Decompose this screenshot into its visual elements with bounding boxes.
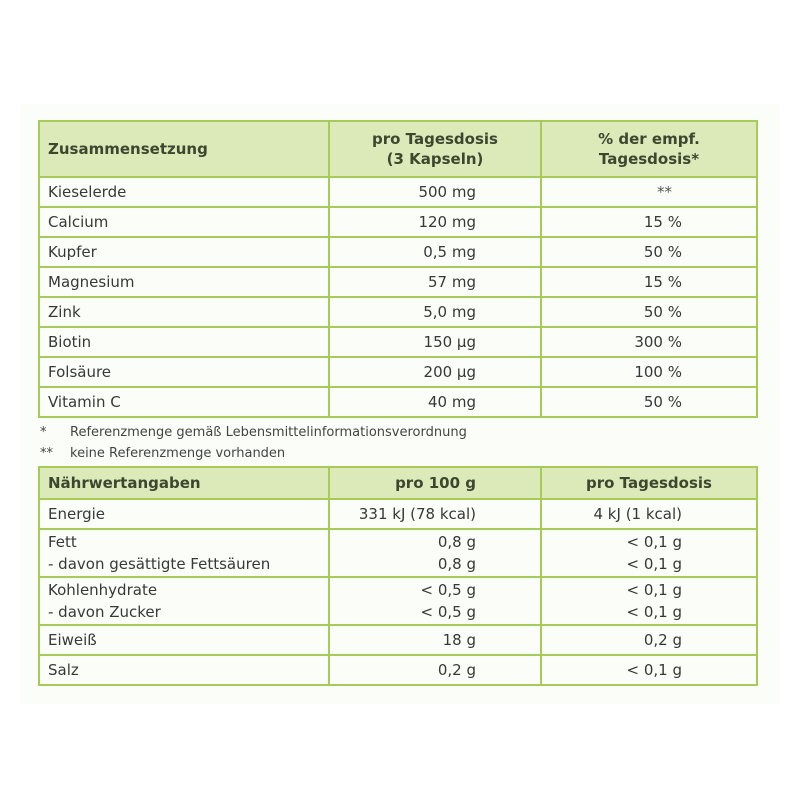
ingredient-name: Folsäure: [39, 357, 329, 387]
table-row: [39, 327, 757, 357]
nutrient-subname: - davon gesättigte Fettsäuren: [48, 555, 271, 573]
nutrient-per-100g-sub: < 0,5 g: [420, 603, 476, 621]
ingredient-name: Vitamin C: [39, 387, 329, 417]
nutrient-per-100g-group: [329, 529, 541, 577]
nutrient-per-dose: 0,2 g: [541, 625, 757, 655]
nutrient-name: Fett: [48, 533, 77, 551]
footnote: [40, 443, 467, 464]
ingredient-amount: 57 mg: [329, 267, 541, 297]
ingredient-amount: 150 µg: [329, 327, 541, 357]
ingredient-amount: 200 µg: [329, 357, 541, 387]
nutrient-per-100g: 18 g: [329, 625, 541, 655]
nutrient-name: Kohlenhydrate: [48, 581, 158, 599]
header-per-daily-dose: pro Tagesdosis: [541, 467, 757, 499]
nutrient-per-dose: 4 kJ (1 kcal): [541, 499, 757, 529]
nutrient-per-100g: < 0,5 g: [420, 581, 476, 599]
table-row: [39, 529, 757, 577]
header-daily-dose: [329, 121, 541, 177]
nutrient-subname: - davon Zucker: [48, 603, 161, 621]
footnotes: [40, 422, 467, 464]
ingredient-percent: 15 %: [541, 207, 757, 237]
header-percent-line2: Tagesdosis*: [598, 150, 700, 168]
table-row: [39, 237, 757, 267]
nutrient-per-dose: < 0,1 g: [541, 655, 757, 685]
table-row: [39, 297, 757, 327]
nutrient-name: Energie: [39, 499, 329, 529]
table-row: [39, 177, 757, 207]
footnote: [40, 422, 467, 443]
table-row: [39, 625, 757, 655]
nutrient-per-100g: 0,8 g: [437, 533, 476, 551]
ingredient-amount: 120 mg: [329, 207, 541, 237]
ingredient-percent: 100 %: [541, 357, 757, 387]
composition-table: [38, 120, 758, 418]
header-nutrition: Nährwertangaben: [39, 467, 329, 499]
ingredient-amount: 40 mg: [329, 387, 541, 417]
nutrient-per-100g: 0,2 g: [329, 655, 541, 685]
ingredient-name: Kieselerde: [39, 177, 329, 207]
nutrient-per-100g-sub: 0,8 g: [437, 555, 476, 573]
nutrient-per-dose-group: [541, 577, 757, 625]
header-daily-dose-line1: pro Tagesdosis: [372, 130, 498, 148]
table-row: [39, 357, 757, 387]
ingredient-percent: 300 %: [541, 327, 757, 357]
header-daily-dose-line2: (3 Kapseln): [386, 150, 484, 168]
nutrient-name-group: [39, 529, 329, 577]
ingredient-name: Kupfer: [39, 237, 329, 267]
ingredient-name: Magnesium: [39, 267, 329, 297]
nutrient-per-dose-sub: < 0,1 g: [626, 603, 682, 621]
ingredient-percent: 50 %: [541, 237, 757, 267]
table-row: [39, 577, 757, 625]
nutrient-per-dose-group: [541, 529, 757, 577]
footnote-marker: *: [40, 425, 47, 440]
footnote-text: keine Referenzmenge vorhanden: [70, 446, 286, 461]
nutrient-per-dose: < 0,1 g: [626, 581, 682, 599]
nutrient-name: Salz: [39, 655, 329, 685]
header-composition: Zusammensetzung: [39, 121, 329, 177]
table-row: [39, 387, 757, 417]
table-row: [39, 655, 757, 685]
ingredient-amount: 500 mg: [329, 177, 541, 207]
ingredient-percent: 50 %: [541, 297, 757, 327]
footnote-marker: **: [40, 446, 53, 461]
header-percent-line1: % der empf.: [598, 130, 700, 148]
nutrient-per-100g-group: [329, 577, 541, 625]
ingredient-name: Biotin: [39, 327, 329, 357]
nutrient-per-dose: < 0,1 g: [626, 533, 682, 551]
ingredient-amount: 5,0 mg: [329, 297, 541, 327]
ingredient-name: Zink: [39, 297, 329, 327]
table-row: [39, 207, 757, 237]
header-percent-reference: [541, 121, 757, 177]
footnote-text: Referenzmenge gemäß Lebensmittelinformationsverordnung: [70, 425, 467, 440]
nutrient-per-100g: 331 kJ (78 kcal): [329, 499, 541, 529]
nutrient-name-group: [39, 577, 329, 625]
table-row: [39, 267, 757, 297]
composition-header-row: [39, 121, 757, 177]
nutrition-table: [38, 466, 758, 686]
ingredient-percent: 50 %: [541, 387, 757, 417]
table-row: [39, 499, 757, 529]
ingredient-name: Calcium: [39, 207, 329, 237]
ingredient-percent: 15 %: [541, 267, 757, 297]
ingredient-amount: 0,5 mg: [329, 237, 541, 267]
nutrient-per-dose-sub: < 0,1 g: [626, 555, 682, 573]
nutrient-name: Eiweiß: [39, 625, 329, 655]
header-per-100g: pro 100 g: [329, 467, 541, 499]
ingredient-percent: **: [541, 177, 757, 207]
nutrition-header-row: [39, 467, 757, 499]
